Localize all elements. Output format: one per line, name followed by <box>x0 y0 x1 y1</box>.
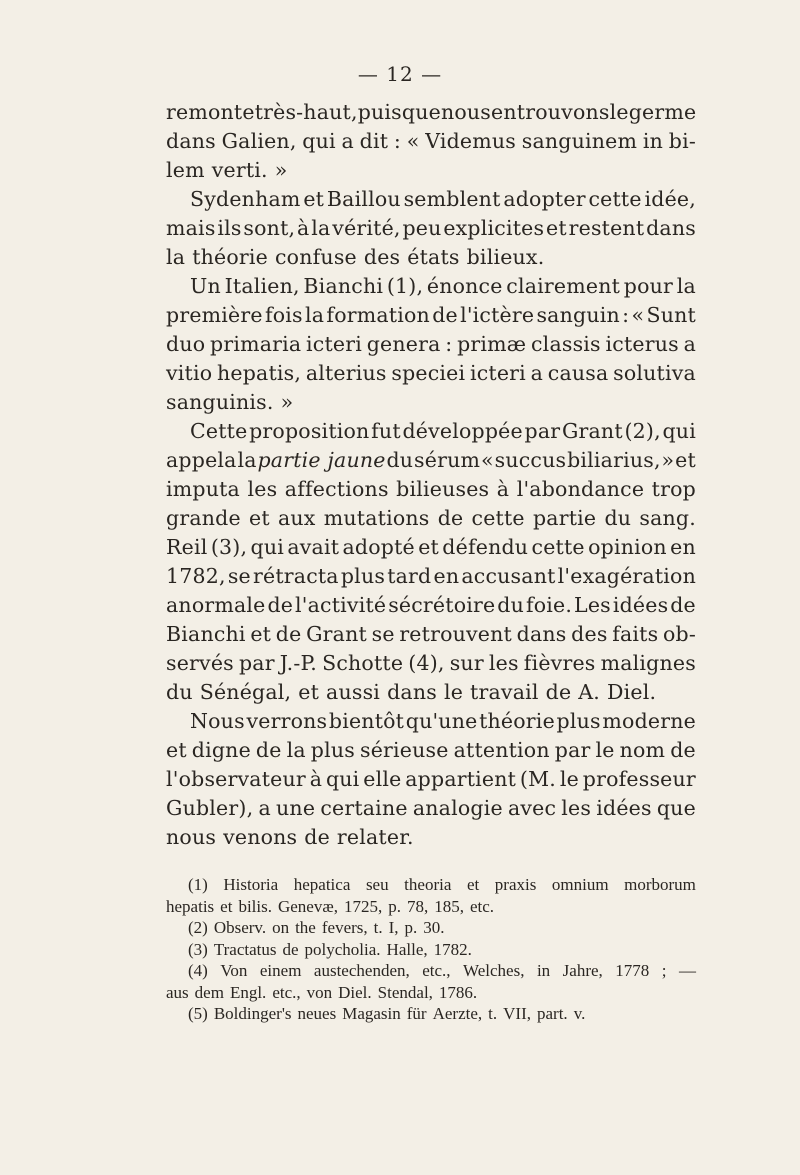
text-line: dans Galien, qui a dit : « Videmus sanguinem in bi- <box>166 129 696 153</box>
page-number: — 12 — <box>357 62 443 86</box>
text-line: Nous verrons bientôt qu'une théorie plus moderne <box>190 709 696 733</box>
text-line: Un Italien, Bianchi (1), énonce clairement pour la <box>190 274 696 298</box>
footnote-line: (5) Boldinger's neues Magasin für Aerzte, t. VII, part. v. <box>188 1004 586 1023</box>
text-line: et digne de la plus sérieuse attention par le nom de <box>166 738 696 762</box>
text-line: vitio hepatis, alterius speciei icteri a causa solutiva <box>166 361 696 385</box>
text-line: duo primaria icteri genera : primæ classis icterus a <box>166 332 696 356</box>
text-line: appela la partie jaune du sérum « succus biliarius, » et <box>166 448 696 472</box>
text-line: servés par J.-P. Schotte (4), sur les fièvres malignes <box>166 651 696 675</box>
text-line: première fois la formation de l'ictère sanguin : « Sunt <box>166 303 696 327</box>
text-line: la théorie confuse des états bilieux. <box>166 245 545 269</box>
text-line: Cette proposition fut développée par Grant (2), qui <box>190 419 696 443</box>
text-line: remonte très-haut, puisque nous en trouvons le germe <box>166 100 697 124</box>
footnote-line: aus dem Engl. etc., von Diel. Stendal, 1786. <box>166 982 478 1002</box>
text-line: Bianchi et de Grant se retrouvent dans des faits ob- <box>166 622 696 646</box>
footnote-line: hepatis et bilis. Genevæ, 1725, p. 78, 185, etc. <box>166 896 495 916</box>
footnotes <box>166 874 696 1025</box>
text-line: du Sénégal, et aussi dans le travail de A. Diel. <box>166 680 657 704</box>
text-line: anormale de l'activité sécrétoire du foie. Les idées de <box>166 593 696 617</box>
text-line: Gubler), a une certaine analogie avec les idées que <box>166 796 696 820</box>
footnote-line: (1) Historia hepatica seu theoria et praxis omnium morborum <box>188 875 696 894</box>
text-line: l'observateur à qui elle appartient (M. le professeur <box>166 767 696 791</box>
text-line: imputa les affections bilieuses à l'abondance trop <box>166 477 696 501</box>
text-line: nous venons de relater. <box>166 825 414 849</box>
text-line: sanguinis. » <box>166 390 294 414</box>
text-line: mais ils sont, à la vérité, peu explicites et restent dans <box>166 216 696 240</box>
footnote-line: (2) Observ. on the fevers, t. I, p. 30. <box>188 918 445 937</box>
text-line: 1782, se rétracta plus tard en accusant l'exagération <box>166 564 696 588</box>
text-line: grande et aux mutations de cette partie du sang. <box>166 506 696 530</box>
footnote-line: (3) Tractatus de polycholia. Halle, 1782. <box>188 939 472 959</box>
text-line: lem verti. » <box>166 158 288 182</box>
footnote-line: (4) Von einem austechenden, etc., Welches, in Jahre, 1778 ; — <box>188 961 696 980</box>
body-text <box>166 98 696 852</box>
text-line: Sydenham et Baillou semblent adopter cette idée, <box>190 187 696 211</box>
text-line: Reil (3), qui avait adopté et défendu cette opinion en <box>166 535 696 559</box>
